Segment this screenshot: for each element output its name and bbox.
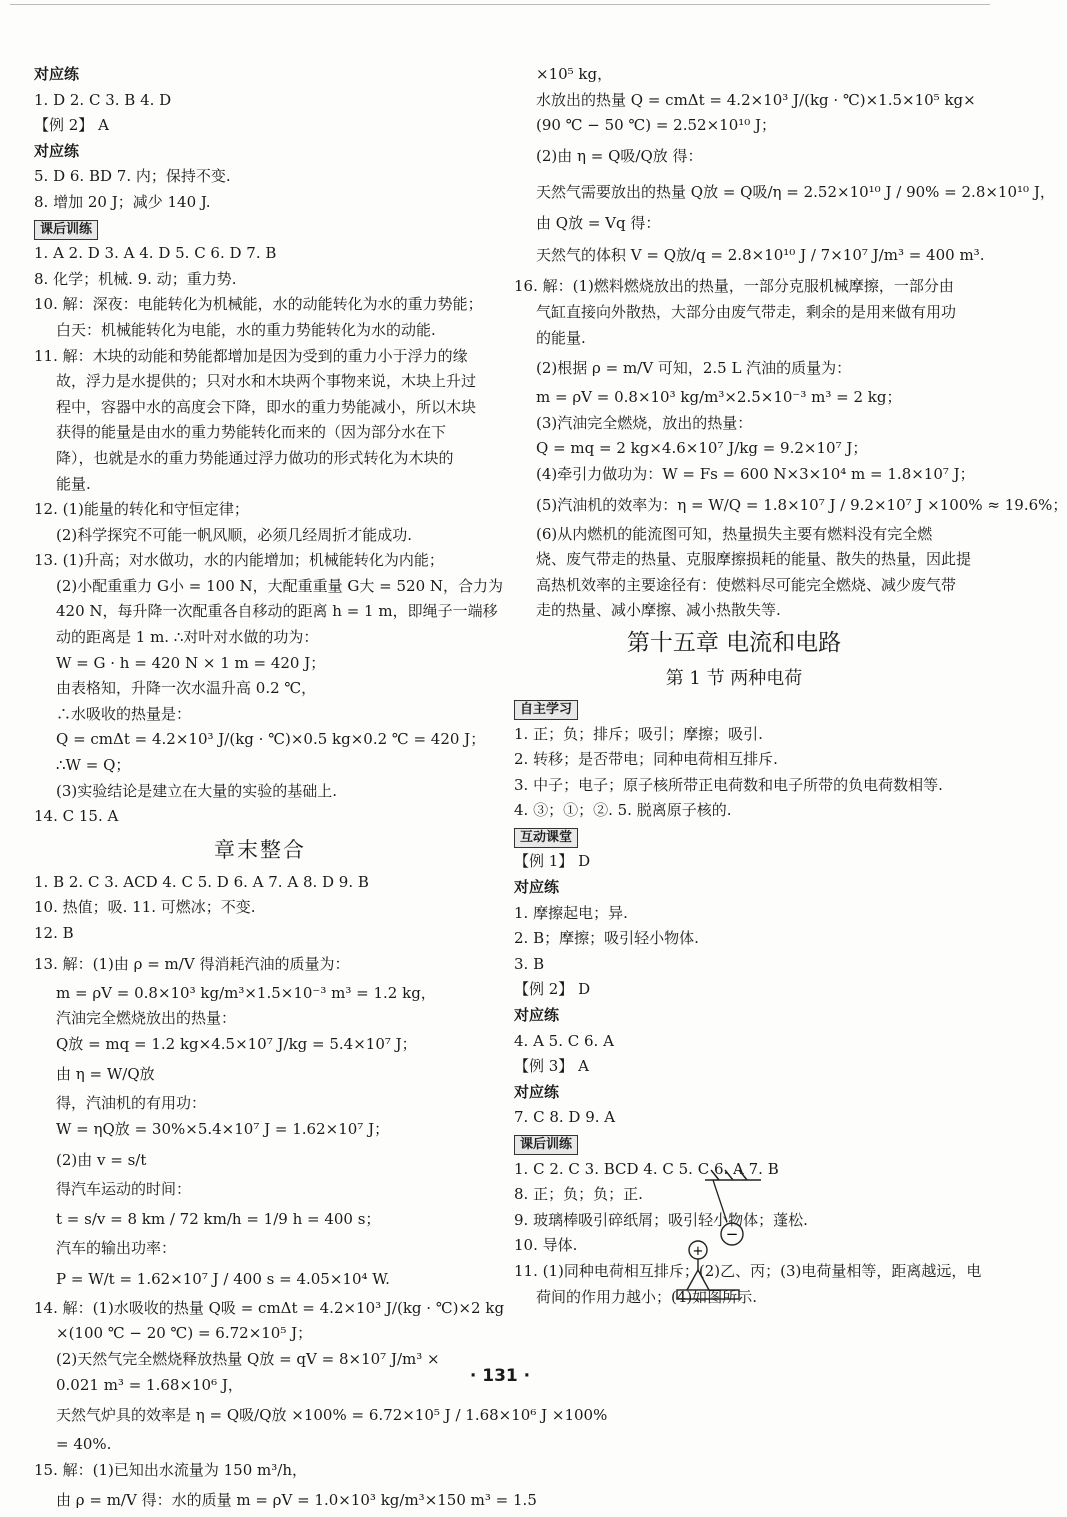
answer-line: 天然气的体积 V = Q放/q = 2.8×10¹⁰ J / 7×10⁷ J/m³ = 400 m³. xyxy=(536,246,985,265)
charge-figure xyxy=(665,1160,795,1310)
answer-line: (2)由 η = Q吸/Q放 得： xyxy=(536,146,703,165)
answer-line: (3)实验结论是建立在大量的实验的基础上. xyxy=(56,781,338,800)
answer-line: 程中，容器中水的高度会下降，即水的重力势能减小，所以木块 xyxy=(56,397,477,416)
answer-line: 水放出的热量 Q = cmΔt = 4.2×10³ J/(kg · ℃)×1.5×10⁵ kg× xyxy=(536,90,976,109)
answer-line: 对应练 xyxy=(514,878,560,897)
answer-line: (2)科学探究不可能一帆风顺，必须几经周折才能成功. xyxy=(56,525,413,544)
answer-line: 烧、废气带走的热量、克服摩擦损耗的能量、散失的热量，因此提 xyxy=(536,550,972,569)
answer-line: 13. 解：(1)由 ρ = m/V 得消耗汽油的质量为： xyxy=(34,954,350,973)
answer-line: 高热机效率的主要途径有：使燃料尽可能完全燃烧、减少废气带 xyxy=(536,575,957,594)
answer-line: 【例 2】 D xyxy=(514,980,591,999)
plus-label: + xyxy=(692,1244,704,1259)
answer-line: 12. (1)能量的转化和守恒定律； xyxy=(34,500,249,519)
answer-line: ∴水吸收的热量是： xyxy=(56,704,192,723)
answer-line: 13. (1)升高；对水做功，水的内能增加；机械能转化为内能； xyxy=(34,551,444,570)
answer-line: m = ρV = 0.8×10³ kg/m³×2.5×10⁻³ m³ = 2 kg； xyxy=(536,388,902,407)
chapter-title: 第十五章 电流和电路 xyxy=(626,629,842,656)
answer-line: W = ηQ放 = 30%×5.4×10⁷ J = 1.62×10⁷ J； xyxy=(56,1119,390,1138)
answer-line: 降），也就是水的重力势能通过浮力做功的形式转化为木块的 xyxy=(56,448,454,467)
answer-line: 4. A 5. C 6. A xyxy=(514,1031,614,1050)
answer-line: 由 η = W/Q放 xyxy=(56,1065,155,1084)
answer-line: 10. 热值；吸. 11. 可燃冰；不变. xyxy=(34,898,256,917)
section-label-row xyxy=(34,216,486,242)
answer-line: 8. 增加 20 J；减少 140 J. xyxy=(34,192,211,211)
answer-line: (2)由 v = s/t xyxy=(56,1150,147,1169)
answer-line: 16. 解：(1)燃料燃烧放出的热量，一部分克服机械摩擦，一部分由 xyxy=(514,277,954,296)
answer-line: P = W/t = 1.62×10⁷ J / 400 s = 4.05×10⁴ W. xyxy=(56,1269,390,1288)
section-badge: 互动课堂 xyxy=(514,828,578,848)
answer-line: Q放 = mq = 1.2 kg×4.5×10⁷ J/kg = 5.4×10⁷ J； xyxy=(56,1034,417,1053)
answer-line: 3. 中子；电子；原子核所带正电荷数和电子所带的负电荷数相等. xyxy=(514,775,943,794)
answer-line: 3. B xyxy=(514,954,545,973)
answer-line: Q = cmΔt = 4.2×10³ J/(kg · ℃)×0.5 kg×0.2 ℃ = 420 J； xyxy=(56,730,486,749)
answer-line: (5)汽油机的效率为：η = W/Q = 1.8×10⁷ J / 9.2×10⁷ J ×100% ≈ 19.6%； xyxy=(536,495,1067,514)
answer-line: (2)天然气完全燃烧释放热量 Q放 = qV = 8×10⁷ J/m³ × xyxy=(56,1349,440,1368)
answer-line: 1. A 2. D 3. A 4. D 5. C 6. D 7. B xyxy=(34,244,277,263)
answer-line: 对应练 xyxy=(34,141,80,160)
answer-line: = 40%. xyxy=(56,1435,112,1454)
subsection-title: 第 1 节 两种电荷 xyxy=(665,667,803,689)
answer-line: 故，浮力是水提供的；只对水和木块两个事物来说，木块上升过 xyxy=(56,372,477,391)
section-label-row xyxy=(514,1131,954,1157)
answer-line: 8. 化学；机械. 9. 动；重力势. xyxy=(34,269,237,288)
answer-line: 2. 转移；是否带电；同种电荷相互排斥. xyxy=(514,750,778,769)
answer-line: 14. C 15. A xyxy=(34,807,119,826)
answer-line: W = G · h = 420 N × 1 m = 420 J； xyxy=(56,653,326,672)
answer-line: 【例 3】 A xyxy=(514,1057,589,1076)
minus-label: − xyxy=(725,1225,739,1243)
answer-line: 1. 正；负；排斥；吸引；摩擦；吸引. xyxy=(514,724,763,743)
section-badge: 自主学习 xyxy=(514,700,578,720)
answer-line: 汽油完全燃烧放出的热量： xyxy=(56,1009,237,1028)
answer-line: 对应练 xyxy=(34,65,80,83)
answer-line: (4)牵引力做功为：W = Fs = 600 N×3×10⁴ m = 1.8×10⁷ J； xyxy=(536,464,975,483)
answer-line: 由 ρ = m/V 得：水的质量 m = ρV = 1.0×10³ kg/m³×150 m³ = 1.5 xyxy=(56,1491,537,1510)
answer-line: Q = mq = 2 kg×4.6×10⁷ J/kg = 9.2×10⁷ J； xyxy=(536,439,868,458)
answer-line: 动的距离是 1 m. ∴对叶对水做的功为： xyxy=(56,628,319,647)
answer-line: 1. 摩擦起电；异. xyxy=(514,903,628,922)
answer-line: (3)汽油完全燃烧，放出的热量： xyxy=(536,413,753,432)
answer-line: (90 ℃ − 50 ℃) = 2.52×10¹⁰ J； xyxy=(536,116,777,135)
answer-line: 4. ③；①；②. 5. 脱离原子核的. xyxy=(514,801,732,820)
answer-line: 白天：机械能转化为电能，水的重力势能转化为水的动能. xyxy=(56,320,436,339)
answer-line: 1. D 2. C 3. B 4. D xyxy=(34,90,172,109)
answer-line: 对应练 xyxy=(514,1006,560,1025)
answer-line: ×(100 ℃ − 20 ℃) = 6.72×10⁵ J； xyxy=(56,1324,313,1343)
answer-line: 11. (1)同种电荷相互排斥；(2)乙、丙；(3)电荷量相等，距离越远，电 xyxy=(514,1261,982,1280)
answer-line: 10. 导体. xyxy=(514,1236,578,1255)
answer-line: 获得的能量是由水的重力势能转化而来的（因为部分水在下 xyxy=(56,423,447,442)
answer-line: 7. C 8. D 9. A xyxy=(514,1108,616,1127)
answer-line: 得汽车运动的时间： xyxy=(56,1179,192,1198)
answer-line: 由表格知，升降一次水温升高 0.2 ℃， xyxy=(56,679,317,698)
section-label-row xyxy=(514,696,954,722)
answer-line: 420 N，每升降一次配重各自移动的距离 h = 1 m，即绳子一端移 xyxy=(56,602,498,621)
insulated-stand xyxy=(677,1259,739,1299)
answer-line: 11. 解：木块的动能和势能都增加是因为受到的重力小于浮力的缘 xyxy=(34,346,468,365)
answer-line: 8. 正；负；负；正. xyxy=(514,1185,643,1204)
answer-line: 【例 1】 D xyxy=(514,852,591,871)
answer-line: 汽车的输出功率： xyxy=(56,1239,177,1258)
answer-line: 5. D 6. BD 7. 内；保持不变. xyxy=(34,167,231,186)
section-badge: 课后训练 xyxy=(34,220,98,240)
answer-line: 9. 玻璃棒吸引碎纸屑；吸引轻小物体；蓬松. xyxy=(514,1210,808,1229)
answer-line: 2. B；摩擦；吸引轻小物体. xyxy=(514,929,699,948)
answer-line: (2)小配重重力 G小 = 100 N，大配重重量 G大 = 520 N，合力为 xyxy=(56,576,504,595)
answer-line: 走的热量、减小摩擦、减小热散失等. xyxy=(536,601,781,620)
answer-line: 1. B 2. C 3. ACD 4. C 5. D 6. A 7. A 8. D 9. B xyxy=(34,872,369,891)
answer-line: 1. C 2. C 3. BCD 4. C 5. C 6. A 7. B xyxy=(514,1159,779,1178)
answer-line: 10. 解：深夜：电能转化为机械能，水的动能转化为水的重力势能； xyxy=(34,295,483,314)
top-rule xyxy=(10,4,990,5)
answer-line: m = ρV = 0.8×10³ kg/m³×1.5×10⁻³ m³ = 1.2 kg， xyxy=(56,983,436,1002)
answer-line: 15. 解：(1)已知出水流量为 150 m³/h， xyxy=(34,1460,307,1479)
answer-line: 14. 解：(1)水吸收的热量 Q吸 = cmΔt = 4.2×10³ J/(kg · ℃)×2 kg xyxy=(34,1298,505,1317)
answer-line: 天然气炉具的效率是 η = Q吸/Q放 ×100% = 6.72×10⁵ J / 1.68×10⁶ J ×100% xyxy=(56,1406,608,1425)
answer-line: 对应练 xyxy=(514,1082,560,1101)
answer-line: 能量. xyxy=(56,474,91,493)
answer-line: 由 Q放 = Vq 得： xyxy=(536,213,661,232)
answer-line: (6)从内燃机的能流图可知，热量损失主要有燃料没有完全燃 xyxy=(536,524,933,543)
section-title: 章末整合 xyxy=(214,837,306,862)
answer-line: ×10⁵ kg， xyxy=(536,65,613,83)
answer-line: 气缸直接向外散热，大部分由废气带走，剩余的是用来做有用功 xyxy=(536,302,957,321)
hanging-thread xyxy=(713,1180,727,1222)
answer-line: 天然气需要放出的热量 Q放 = Q吸/η = 2.52×10¹⁰ J / 90% = 2.8×10¹⁰ J， xyxy=(536,182,1055,201)
section-badge: 课后训练 xyxy=(514,1135,578,1155)
page-number: · 131 · xyxy=(469,1366,531,1386)
answer-line: (2)根据 ρ = m/V 可知，2.5 L 汽油的质量为： xyxy=(536,359,852,378)
section-label-row xyxy=(514,824,954,850)
answer-line: 【例 2】 A xyxy=(34,116,109,135)
answer-line: t = s/v = 8 km / 72 km/h = 1/9 h = 400 s； xyxy=(56,1210,381,1229)
answer-line: 12. B xyxy=(34,924,74,942)
answer-line: 的能量. xyxy=(536,328,586,347)
right-column xyxy=(514,62,1067,1310)
answer-line: ∴W = Q； xyxy=(56,756,131,775)
answer-line: 荷间的作用力越小；(4)如图所示. xyxy=(536,1287,758,1306)
answer-line: 0.021 m³ = 1.68×10⁶ J， xyxy=(56,1375,243,1394)
answer-line: 得，汽油机的有用功： xyxy=(56,1094,207,1113)
ceiling-support xyxy=(705,1170,761,1180)
